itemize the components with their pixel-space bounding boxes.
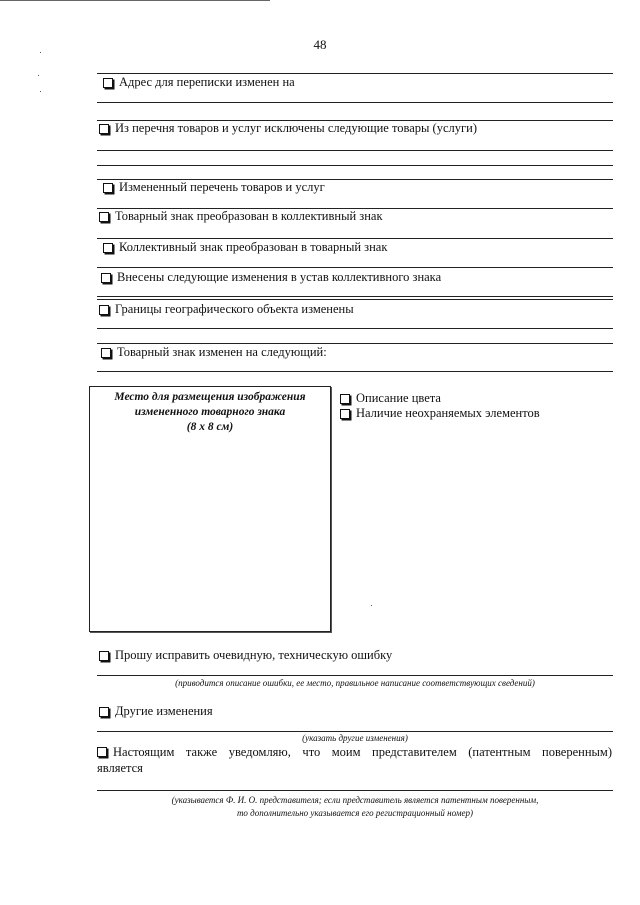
unprotected-elements-label: Наличие неохраняемых элементов	[356, 406, 540, 420]
fill-line[interactable]	[97, 150, 613, 151]
goods-changed-item	[103, 180, 325, 195]
to-trademark-item	[103, 240, 387, 255]
address-changed-label: Адрес для переписки изменен на	[119, 75, 295, 89]
fill-line[interactable]	[97, 790, 613, 791]
unprotected-elements-item	[340, 406, 540, 421]
representative-statement	[97, 745, 612, 760]
representative-line2: является	[97, 761, 143, 775]
rule-line	[97, 343, 613, 344]
charter-changes-label: Внесены следующие изменения в устав коллективного знака	[117, 270, 442, 284]
goods-changed-label: Измененный перечень товаров и услуг	[119, 180, 325, 194]
scan-speck	[40, 91, 41, 92]
rule-line	[97, 238, 613, 239]
fill-line[interactable]	[97, 102, 613, 103]
checkbox[interactable]	[340, 409, 350, 419]
scan-speck	[38, 75, 39, 76]
error-fix-label: Прошу исправить очевидную, техническую ошибку	[115, 648, 393, 662]
fill-line[interactable]	[97, 165, 613, 166]
image-box-caption-line2: измененного товарного знака	[134, 406, 286, 418]
other-changes-note: (указать другие изменения)	[302, 733, 408, 743]
representative-note-line2: то дополнительно указывается его регистрационный номер)	[236, 808, 474, 818]
checkbox[interactable]	[340, 394, 350, 404]
fill-line[interactable]	[97, 371, 613, 372]
geo-borders-label: Границы географического объекта изменены	[115, 302, 354, 316]
representative-line1: Настоящим также уведомляю, что моим представителем (патентным поверенным)	[113, 745, 612, 759]
image-box-caption-line3: (8 х 8 см)	[186, 421, 234, 433]
fill-line[interactable]	[97, 731, 613, 732]
checkbox[interactable]	[103, 243, 113, 253]
image-placeholder-box[interactable]	[89, 386, 331, 632]
other-changes-item	[99, 704, 213, 719]
goods-excluded-item	[99, 121, 477, 136]
checkbox[interactable]	[103, 78, 113, 88]
checkbox[interactable]	[97, 747, 107, 757]
color-description-item	[340, 391, 441, 406]
rule-line	[97, 296, 613, 297]
address-changed-item	[103, 75, 295, 90]
checkbox[interactable]	[99, 212, 109, 222]
fill-line[interactable]	[97, 328, 613, 329]
to-collective-item	[99, 209, 383, 224]
checkbox[interactable]	[101, 348, 111, 358]
page-number: 48	[313, 37, 327, 52]
color-description-label: Описание цвета	[356, 391, 441, 405]
mark-changed-label: Товарный знак изменен на следующий:	[117, 345, 327, 359]
checkbox[interactable]	[99, 651, 109, 661]
mark-changed-item	[101, 345, 327, 360]
checkbox[interactable]	[101, 273, 111, 283]
checkbox[interactable]	[99, 707, 109, 717]
scan-speck	[371, 605, 372, 606]
top-edge-mark	[0, 0, 270, 1]
goods-excluded-label: Из перечня товаров и услуг исключены следующие товары (услуги)	[115, 121, 477, 135]
rule-line	[97, 299, 613, 300]
error-fix-note: (приводится описание ошибки, ее место, правильное написание соответствующих сведений)	[175, 678, 535, 688]
checkbox[interactable]	[103, 183, 113, 193]
to-trademark-label: Коллективный знак преобразован в товарный знак	[119, 240, 388, 254]
image-box-caption-line1: Место для размещения изображения	[114, 391, 306, 403]
charter-changes-item	[101, 270, 441, 285]
checkbox[interactable]	[99, 305, 109, 315]
to-collective-label: Товарный знак преобразован в коллективный знак	[115, 209, 383, 223]
other-changes-label: Другие изменения	[115, 704, 213, 718]
fill-line[interactable]	[97, 675, 613, 676]
error-fix-item	[99, 648, 392, 663]
rule-line	[97, 73, 613, 74]
geo-borders-item	[99, 302, 354, 317]
checkbox[interactable]	[99, 124, 109, 134]
representative-note-line1: (указывается Ф. И. О. представителя; если представитель является патентным поверенным,	[171, 795, 539, 805]
rule-line	[97, 267, 613, 268]
